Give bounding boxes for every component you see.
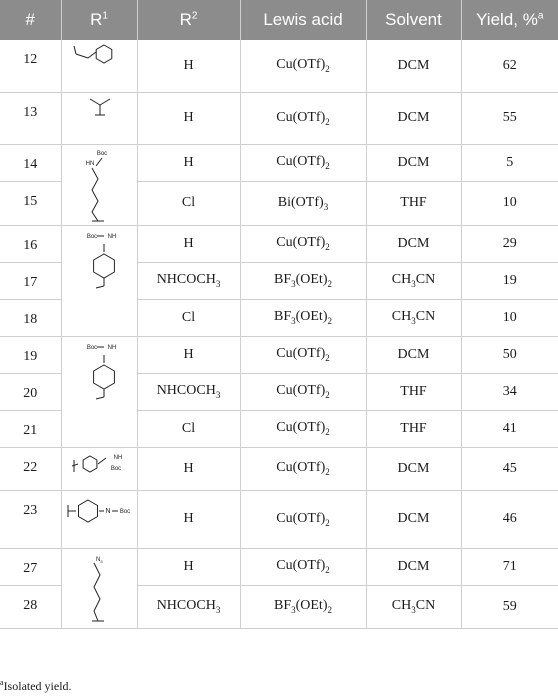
header-lewis-acid: Lewis acid: [240, 0, 366, 40]
r2-cell: $NHCOCH_3$: [137, 262, 240, 299]
svg-text:Boc: Boc: [96, 150, 107, 157]
yield-cell: 29: [461, 225, 558, 262]
lewis-acid-cell: $Bi(OTf)_3$: [240, 181, 366, 225]
entry-number: 22: [0, 447, 61, 490]
solvent-cell: DCM: [366, 144, 461, 181]
lewis-acid-cell: $Cu(OTf)_2$: [240, 336, 366, 373]
yield-cell: 59: [461, 585, 558, 628]
solvent-cell: DCM: [366, 92, 461, 144]
entry-number: 19: [0, 336, 61, 373]
yield-cell: 46: [461, 490, 558, 548]
yield-cell: 5: [461, 144, 558, 181]
lewis-acid-cell: $Cu(OTf)_2$: [240, 225, 366, 262]
entry-number: 13: [0, 92, 61, 144]
solvent-cell: DCM: [366, 490, 461, 548]
yield-cell: 19: [461, 262, 558, 299]
entry-number: 15: [0, 181, 61, 225]
lewis-acid-cell: $Cu(OTf)_2$: [240, 410, 366, 447]
table-row: [0, 92, 558, 144]
r2-cell: Cl: [137, 299, 240, 336]
table-row: [0, 336, 558, 373]
entry-number: 17: [0, 262, 61, 299]
lewis-acid-cell: $Cu(OTf)_2$: [240, 40, 366, 92]
r2-cell: H: [137, 225, 240, 262]
svg-text:HN: HN: [85, 160, 94, 167]
r2-cell: $NHCOCH_3$: [137, 373, 240, 410]
footnote: $^a$Isolated yield.: [0, 678, 72, 693]
r2-cell: H: [137, 92, 240, 144]
r2-cell: Cl: [137, 181, 240, 225]
lewis-acid-cell: $Cu(OTf)_2$: [240, 373, 366, 410]
svg-text:Boc: Boc: [110, 465, 121, 472]
yield-cell: 41: [461, 410, 558, 447]
yield-cell: 45: [461, 447, 558, 490]
yield-cell: 34: [461, 373, 558, 410]
solvent-cell: $CH_3CN$: [366, 262, 461, 299]
svg-text:N: N: [104, 507, 111, 515]
r2-cell: H: [137, 548, 240, 585]
header-r1: $R^1$: [61, 0, 137, 40]
lewis-acid-cell: $BF_3(OEt)_2$: [240, 585, 366, 628]
boc-aminophenyl-meta-structure: [61, 225, 137, 336]
solvent-cell: DCM: [366, 548, 461, 585]
entry-number: 21: [0, 410, 61, 447]
lewis-acid-cell: $BF_3(OEt)_2$: [240, 299, 366, 336]
lewis-acid-cell: $Cu(OTf)_2$: [240, 548, 366, 585]
solvent-cell: DCM: [366, 40, 461, 92]
yield-cell: 50: [461, 336, 558, 373]
table-row: [0, 447, 558, 490]
header-yield: Yield, %$^a$: [461, 0, 558, 40]
svg-text:NH: NH: [113, 454, 122, 461]
entry-number: 23: [0, 490, 61, 548]
header-num: #: [0, 0, 61, 40]
boc-aminomethylbenzyl-structure: [61, 447, 137, 490]
solvent-cell: DCM: [366, 336, 461, 373]
lewis-acid-cell: $BF_3(OEt)_2$: [240, 262, 366, 299]
entry-number: 20: [0, 373, 61, 410]
header-r2: $R^2$: [137, 0, 240, 40]
r2-cell: H: [137, 40, 240, 92]
table-row: [0, 490, 558, 548]
lewis-acid-cell: $Cu(OTf)_2$: [240, 144, 366, 181]
entry-number: 14: [0, 144, 61, 181]
r2-cell: Cl: [137, 410, 240, 447]
table-row: [0, 40, 558, 92]
boc-aminophenyl-para-structure: [61, 336, 137, 447]
benzyl-structure: [61, 40, 137, 92]
yield-cell: 71: [461, 548, 558, 585]
entry-number: 16: [0, 225, 61, 262]
lewis-acid-cell: $Cu(OTf)_2$: [240, 447, 366, 490]
entry-number: 12: [0, 40, 61, 92]
r2-cell: $NHCOCH_3$: [137, 585, 240, 628]
solvent-cell: DCM: [366, 447, 461, 490]
r2-cell: H: [137, 447, 240, 490]
boc-aminobutyl-structure: [61, 144, 137, 225]
entry-number: 28: [0, 585, 61, 628]
solvent-cell: $CH_3CN$: [366, 585, 461, 628]
svg-text:N3: $N_3$: [95, 556, 103, 564]
isopropyl-structure: [61, 92, 137, 144]
svg-text:Boc: Boc: [86, 344, 97, 351]
azidobutyl-structure: [61, 548, 137, 628]
lewis-acid-cell: $Cu(OTf)_2$: [240, 490, 366, 548]
header-solvent: Solvent: [366, 0, 461, 40]
entry-number: 27: [0, 548, 61, 585]
solvent-cell: THF: [366, 373, 461, 410]
solvent-cell: $CH_3CN$: [366, 299, 461, 336]
yield-cell: 62: [461, 40, 558, 92]
solvent-cell: THF: [366, 410, 461, 447]
svg-text:NH: NH: [107, 344, 116, 351]
solvent-cell: THF: [366, 181, 461, 225]
yield-cell: 55: [461, 92, 558, 144]
r2-cell: H: [137, 144, 240, 181]
table-row: [0, 548, 558, 585]
entry-number: 18: [0, 299, 61, 336]
r2-cell: H: [137, 336, 240, 373]
boc-piperidinyl-structure: [61, 490, 137, 548]
lewis-acid-cell: $Cu(OTf)_2$: [240, 92, 366, 144]
yield-cell: 10: [461, 181, 558, 225]
header-row: [0, 0, 558, 40]
table-row: [0, 144, 558, 181]
svg-text:Boc: Boc: [86, 233, 97, 240]
yield-cell: 10: [461, 299, 558, 336]
svg-text:NH: NH: [107, 233, 116, 240]
r2-cell: H: [137, 490, 240, 548]
solvent-cell: DCM: [366, 225, 461, 262]
table-row: [0, 225, 558, 262]
svg-text:Boc: Boc: [119, 508, 130, 515]
